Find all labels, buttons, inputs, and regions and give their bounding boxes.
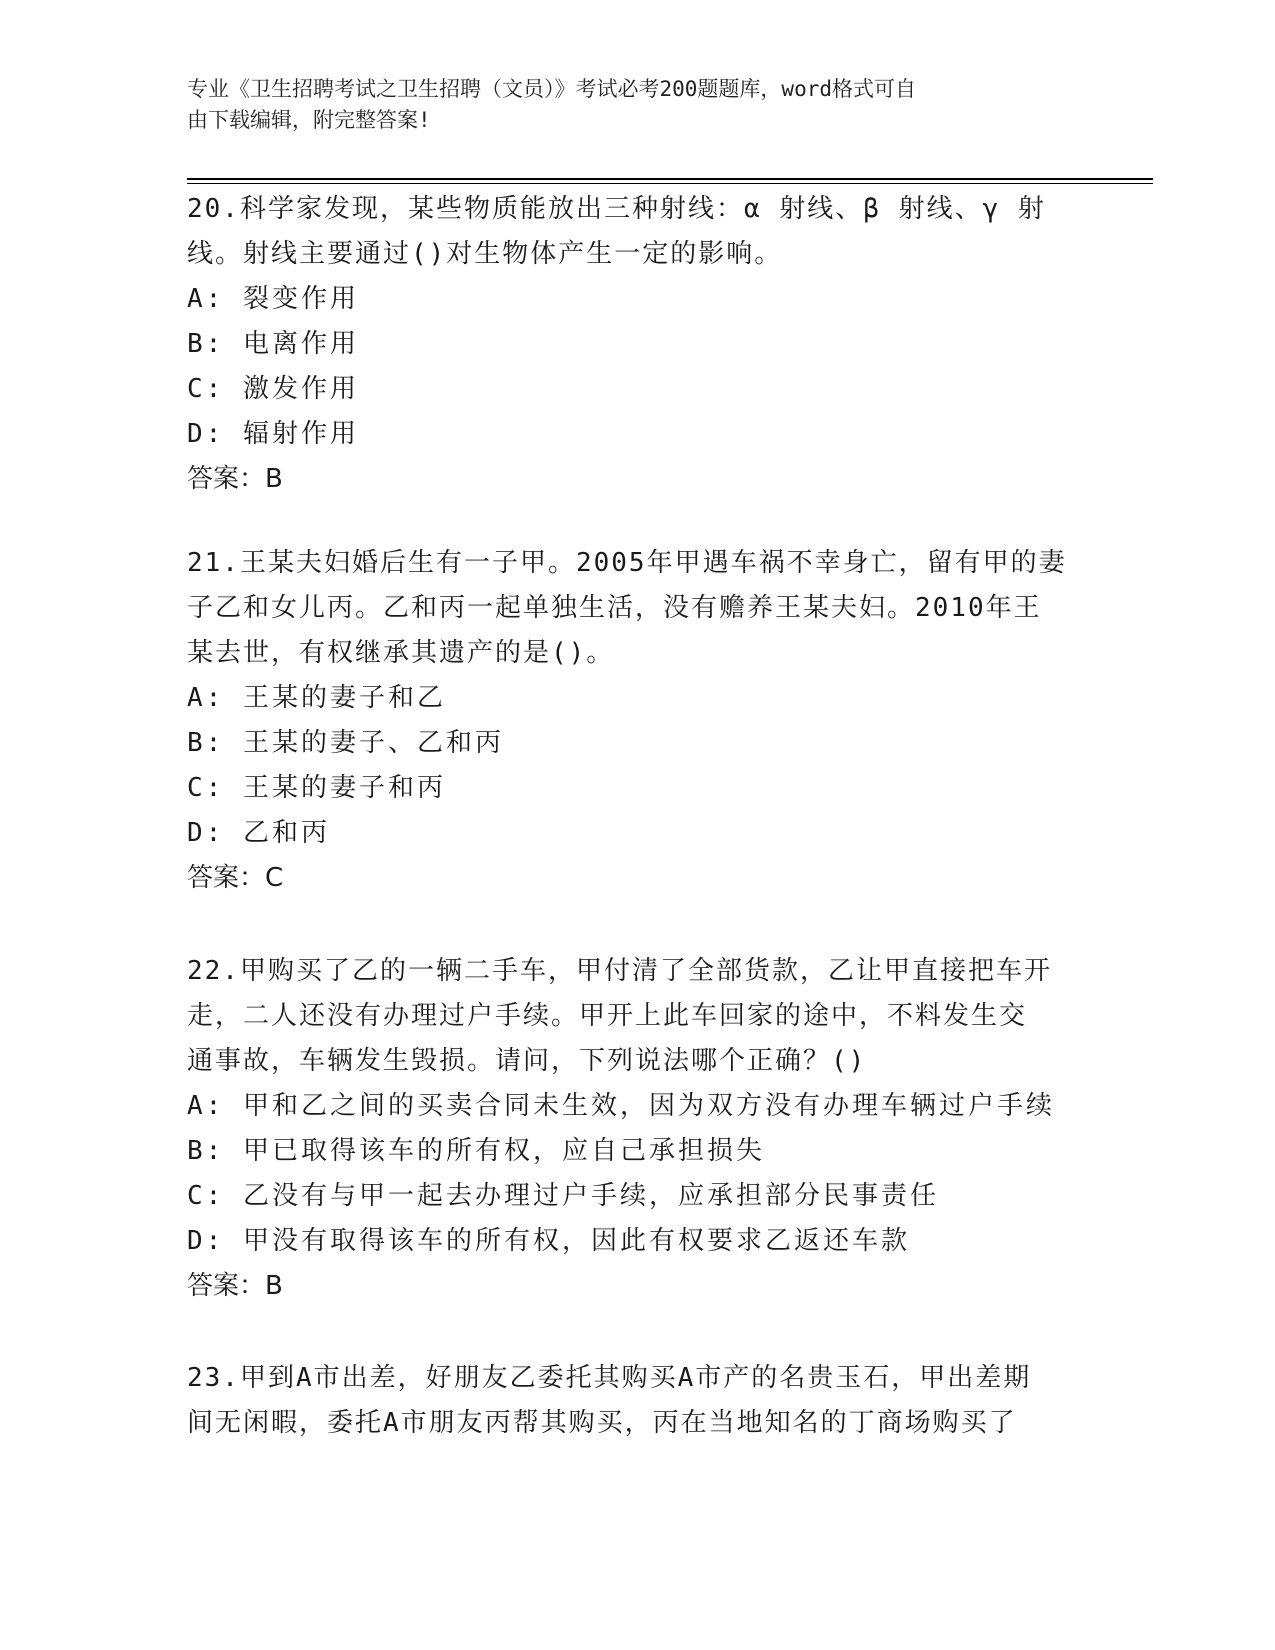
option-d: D: 辐射作用 (187, 419, 359, 449)
option-a: A: 裂变作用 (187, 284, 359, 314)
option-d: D: 甲没有取得该车的所有权，因此有权要求乙返还车款 (187, 1226, 910, 1256)
header-line-2: 由下载编辑，附完整答案! (187, 108, 431, 132)
question-23 (187, 1356, 1087, 1446)
answer: 答案：B (187, 1271, 283, 1301)
option-c: C: 激发作用 (187, 374, 359, 404)
option-b: B: 电离作用 (187, 329, 359, 359)
header-line-1: 专业《卫生招聘考试之卫生招聘（文员）》考试必考200题题库，word格式可自 (187, 77, 916, 101)
option-b: B: 甲已取得该车的所有权，应自己承担损失 (187, 1136, 765, 1166)
question-21 (187, 541, 1087, 901)
document-header (187, 74, 1067, 136)
question-stem-line: 某去世，有权继承其遗产的是()。 (187, 638, 615, 668)
answer: 答案：B (187, 464, 283, 494)
question-stem-line: 20.科学家发现，某些物质能放出三种射线：α 射线、β 射线、γ 射 (187, 194, 1046, 224)
question-stem-line: 间无闲暇，委托A市朋友丙帮其购买，丙在当地知名的丁商场购买了 (187, 1408, 1017, 1438)
question-22 (187, 949, 1087, 1309)
question-stem-line: 子乙和女儿丙。乙和丙一起单独生活，没有赡养王某夫妇。2010年王 (187, 593, 1042, 623)
option-d: D: 乙和丙 (187, 818, 330, 848)
option-a: A: 甲和乙之间的买卖合同未生效，因为双方没有办理车辆过户手续 (187, 1091, 1055, 1121)
question-stem-line: 22.甲购买了乙的一辆二手车，甲付清了全部货款，乙让甲直接把车开 (187, 956, 1052, 986)
question-20 (187, 187, 1087, 502)
option-a: A: 王某的妻子和乙 (187, 683, 446, 713)
header-divider-thin (187, 183, 1153, 184)
question-stem-line: 通事故，车辆发生毁损。请问，下列说法哪个正确？() (187, 1046, 867, 1076)
option-c: C: 乙没有与甲一起去办理过户手续，应承担部分民事责任 (187, 1181, 939, 1211)
question-stem-line: 走，二人还没有办理过户手续。甲开上此车回家的途中，不料发生交 (187, 1001, 1028, 1031)
option-b: B: 王某的妻子、乙和丙 (187, 728, 504, 758)
question-stem-line: 21.王某夫妇婚后生有一子甲。2005年甲遇车祸不幸身亡，留有甲的妻 (187, 548, 1067, 578)
question-stem-line: 23.甲到A市出差，好朋友乙委托其购买A市产的名贵玉石，甲出差期 (187, 1363, 1032, 1393)
answer: 答案：C (187, 863, 284, 893)
header-divider-thick (187, 178, 1153, 180)
question-stem-line: 线。射线主要通过()对生物体产生一定的影响。 (187, 239, 783, 269)
option-c: C: 王某的妻子和丙 (187, 773, 446, 803)
